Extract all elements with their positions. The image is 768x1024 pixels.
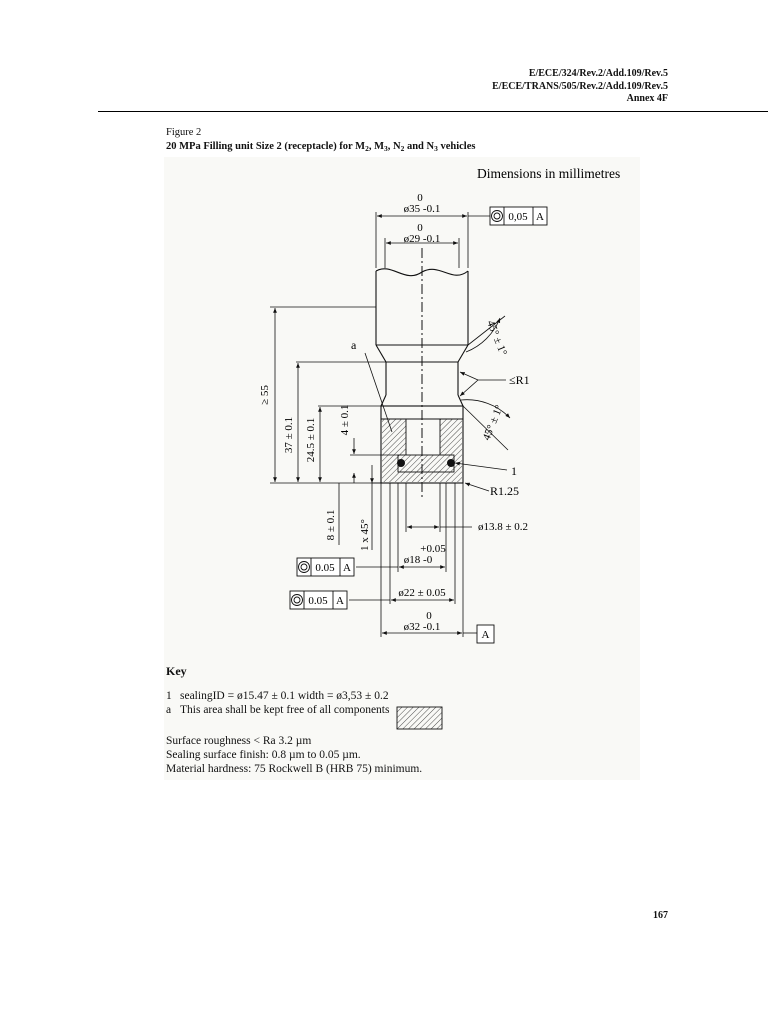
figure-label: Figure 2: [166, 127, 202, 138]
seal-ring-left: [397, 459, 405, 467]
tolerance-frame-top: [490, 207, 547, 225]
svg-text:A: A: [536, 211, 544, 223]
radius-r1-25: R1.25: [490, 484, 520, 498]
svg-text:A: A: [481, 629, 490, 641]
dim-d18-upper: +0.05: [420, 543, 446, 555]
dim-d29: ø29 -0.1: [403, 233, 441, 245]
svg-text:0,05: 0,05: [508, 211, 528, 223]
dim-37: 37 ± 0.1: [283, 416, 295, 454]
svg-text:0.05: 0.05: [315, 562, 335, 574]
dim-d35: ø35 -0.1: [403, 203, 441, 215]
dim-24-5: 24.5 ± 0.1: [305, 417, 317, 463]
tolerance-frame-low: [290, 591, 347, 609]
dim-55: ≥ 55: [259, 385, 271, 405]
dim-d22: ø22 ± 0.05: [398, 587, 446, 599]
key-item-a: a This area shall be kept free of all components: [166, 704, 390, 716]
dim-8: 8 ± 0.1: [325, 509, 337, 541]
key-hatch-swatch: [397, 707, 442, 729]
dim-d35-upper: 0: [417, 192, 423, 204]
dim-d18: ø18 -0: [403, 554, 433, 566]
page-number: 167: [653, 910, 668, 921]
header-symbol-2: E/ECE/TRANS/505/Rev.2/Add.109/Rev.5: [492, 80, 668, 92]
label-1: 1: [511, 464, 517, 478]
angle-lower: 45° ± 1°: [480, 403, 506, 443]
svg-text:A: A: [336, 595, 344, 607]
dim-d32: ø32 -0.1: [403, 621, 441, 633]
left-height-dims: [270, 307, 398, 483]
dim-d13-8: ø13.8 ± 0.2: [478, 521, 529, 533]
units-note: Dimensions in millimetres: [477, 166, 621, 181]
key-note-hardness: Material hardness: 75 Rockwell B (HRB 75) minimum.: [166, 763, 423, 775]
angle-upper: 45° ± 1°: [484, 318, 510, 358]
header-symbol-1: E/ECE/324/Rev.2/Add.109/Rev.5: [528, 68, 668, 79]
figure-title: 20 MPa Filling unit Size 2 (receptacle) for $M_2$, $M_3$, $N_2$ and $N_3$ vehicles: [166, 141, 476, 153]
key-item-1: 1 sealingID = ø15.47 ± 0.1 width = ø3,53 ± 0.2: [166, 690, 389, 702]
dim-d29-upper: 0: [417, 222, 423, 234]
dim-4: 4 ± 0.1: [339, 404, 351, 436]
datum-a-frame: [477, 625, 494, 643]
radius-r1: ≤R1: [509, 373, 530, 387]
seal-ring-right: [447, 459, 455, 467]
tolerance-frame-mid: [297, 558, 354, 576]
header-annex: Annex 4F: [626, 93, 668, 104]
svg-text:A: A: [343, 562, 351, 574]
key-heading: Key: [166, 664, 187, 678]
dim-d32-upper: 0: [426, 610, 432, 622]
key-note-roughness: Surface roughness < Ra 3.2 µm: [166, 735, 312, 747]
key-note-finish: Sealing surface finish: 0.8 µm to 0.05 µm.: [166, 749, 361, 761]
dim-chamfer: 1 x 45°: [359, 519, 371, 551]
label-a: a: [351, 338, 357, 352]
svg-text:0.05: 0.05: [308, 595, 328, 607]
